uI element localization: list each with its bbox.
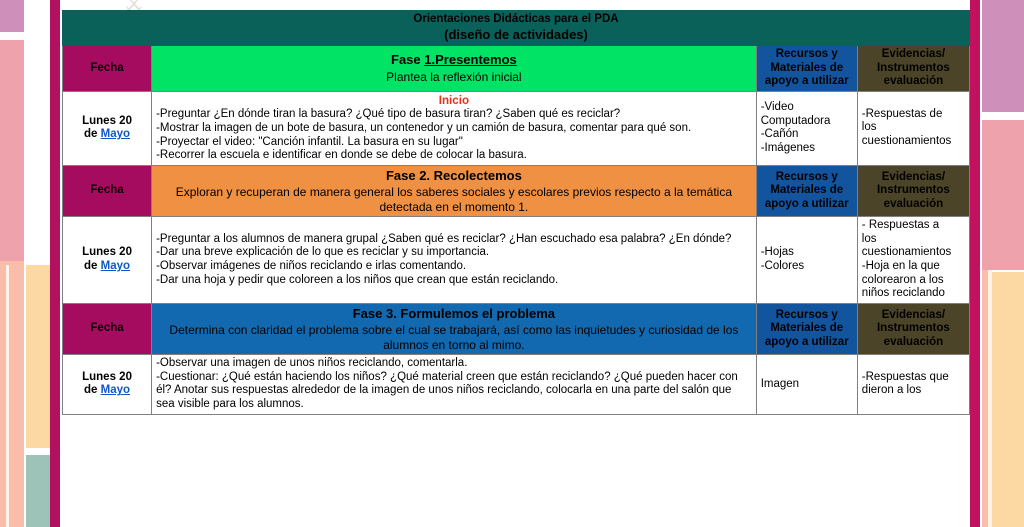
phase-title-1: Fase 1.Presentemos <box>391 52 517 68</box>
phase-banner-3 <box>152 303 757 355</box>
month-link-1[interactable]: Mayo <box>100 128 131 141</box>
column-header-recursos-2: Recursos y Materiales de apoyo a utilizar <box>756 165 857 217</box>
evidencias-cell-2 <box>857 217 969 303</box>
decor-strip-left-purple <box>0 0 24 32</box>
decor-strip-left-cream <box>26 265 50 450</box>
decor-strip-right-pink <box>982 120 1024 270</box>
phase-title-3: Fase 3. Formulemos el problema <box>352 305 556 321</box>
decor-strip-right-magenta <box>970 0 980 527</box>
recursos-cell-3 <box>756 355 857 414</box>
evidencia-line: los <box>861 121 877 134</box>
recurso-line: -Imágenes <box>760 141 816 154</box>
activity-line: -Recorrer la escuela e identificar en donde se debe de colocar la basura. <box>156 149 527 162</box>
column-header-fecha-1: Fecha <box>63 46 152 92</box>
evidencia-line: -Respuestas de <box>861 107 943 120</box>
date-line-1: Lunes 20 <box>82 246 132 259</box>
decor-strip-left-tan <box>6 265 9 527</box>
recurso-line: Imagen <box>760 377 800 390</box>
table-title-row <box>63 11 970 46</box>
evidencia-line: - Respuestas a <box>861 219 940 232</box>
date-cell-2 <box>63 217 152 303</box>
date-cell-1 <box>63 91 152 165</box>
date-line-1: Lunes 20 <box>82 370 132 383</box>
recurso-line: -Cañón <box>760 128 799 141</box>
recursos-cell-2 <box>756 217 857 303</box>
column-header-evidencias-1: Evidencias/ Instrumentos evaluación <box>857 46 969 92</box>
column-header-recursos-3: Recursos y Materiales de apoyo a utilizar <box>756 303 857 355</box>
activity-line: -Cuestionar: ¿Qué están haciendo los niños? ¿Qué material creen que están reciclando? ¿Qué pueden hacer con él? Anotar sus respuestas alrededor de la imagen de unos niños reciclando, colocarla en una parte del salón que sea visible para los alumnos. <box>156 370 738 410</box>
activity-line: -Dar una hoja y pedir que coloreen a los niños que crean que están reciclando. <box>156 273 559 286</box>
month-link-2[interactable]: Mayo <box>100 260 131 272</box>
decor-strip-left-pink <box>0 40 24 261</box>
column-header-fecha-3: Fecha <box>63 303 152 355</box>
decor-strip-left-teal <box>26 455 50 527</box>
recurso-line: -Hojas <box>760 246 794 259</box>
date-line-2-prefix: de <box>84 260 101 272</box>
column-header-recursos-1: Recursos y Materiales de apoyo a utilizar <box>756 46 857 92</box>
decor-strip-right-cream <box>992 272 1024 527</box>
month-link-3[interactable]: Mayo <box>100 384 131 397</box>
evidencia-line: cuestionamientos <box>861 135 952 148</box>
activities-cell-2 <box>152 217 757 303</box>
evidencias-cell-1 <box>857 91 969 165</box>
date-line-2-prefix: de <box>84 128 101 141</box>
decor-strip-right-purple <box>982 0 1024 112</box>
page-title: Orientaciones Didácticas para el PDA <box>413 13 619 25</box>
decor-strip-left-gap <box>26 448 50 455</box>
document-title-cell <box>63 11 970 46</box>
column-header-evidencias-3: Evidencias/ Instrumentos evaluación <box>857 303 969 355</box>
decor-strip-left-peach <box>0 261 24 527</box>
date-cell-3 <box>63 355 152 414</box>
activity-line: -Preguntar ¿En dónde tiran la basura? ¿Qué tipo de basura tiran? ¿Saben qué es reciclar? <box>156 108 621 121</box>
activity-line: -Observar imágenes de niños reciclando e irlas comentando. <box>156 260 467 272</box>
decor-strip-left-white <box>0 32 24 40</box>
table-row <box>63 217 970 303</box>
inicio-label: Inicio <box>438 93 470 107</box>
column-header-evidencias-2: Evidencias/ Instrumentos evaluación <box>857 165 969 217</box>
phase-description-1: Plantea la reflexión inicial <box>386 69 522 84</box>
activities-cell-1 <box>152 91 757 165</box>
evidencias-cell-3 <box>857 355 969 414</box>
decor-strip-left-magenta <box>50 0 60 527</box>
phase-description-2: Exploran y recuperan de manera general los saberes sociales y escolares previos respecto a la temática detectada en el momento 1. <box>175 185 733 214</box>
phase-header-row-1 <box>63 46 970 92</box>
activity-line: -Mostrar la imagen de un bote de basura, un contenedor y un camión de basura, comentar para qué son. <box>156 122 692 135</box>
evidencia-line: -Respuestas que <box>861 370 949 383</box>
evidencia-line: cuestionamientos <box>861 246 952 259</box>
recurso-line: Computadora <box>760 114 831 127</box>
table-row <box>63 355 970 414</box>
evidencia-line: los <box>861 232 877 245</box>
decor-strip-right-white <box>982 112 1024 120</box>
activity-line: -Dar una breve explicación de lo que es reciclar y su importancia. <box>156 246 490 259</box>
recurso-line: -Video <box>760 101 794 114</box>
table-row <box>63 91 970 165</box>
evidencia-line: colorearon a los <box>861 273 944 286</box>
phase-header-row-2 <box>63 165 970 217</box>
recursos-cell-1 <box>756 91 857 165</box>
phase-header-row-3 <box>63 303 970 355</box>
phase-title-2: Fase 2. Recolectemos <box>385 167 522 183</box>
evidencia-line: dieron a los <box>861 384 922 397</box>
activities-cell-3 <box>152 355 757 414</box>
activity-line: -Observar una imagen de unos niños reciclando, comentarla. <box>156 357 468 370</box>
activity-line: -Preguntar a los alumnos de manera grupal ¿Saben qué es reciclar? ¿Han escuchado esa palabra? ¿En dónde? <box>156 232 732 245</box>
page-subtitle: (diseño de actividades) <box>444 26 588 42</box>
phase-description-3: Determina con claridad el problema sobre el cual se trabajará, así como las inquietudes y curiosidad de los alumnos en torno al mimo. <box>169 323 739 352</box>
date-line-2-prefix: de <box>84 384 101 397</box>
activity-line: -Proyectar el video: "Canción infantil. La basura en su lugar" <box>156 135 463 148</box>
orientaciones-didacticas-table <box>62 10 970 415</box>
recurso-line: -Colores <box>760 260 805 272</box>
evidencia-line: niños reciclando <box>861 287 945 300</box>
column-header-fecha-2: Fecha <box>63 165 152 217</box>
phase-banner-2 <box>152 165 757 217</box>
date-line-1: Lunes 20 <box>82 114 132 127</box>
evidencia-line: -Hoja en la que <box>861 260 940 272</box>
phase-banner-1 <box>152 46 757 92</box>
